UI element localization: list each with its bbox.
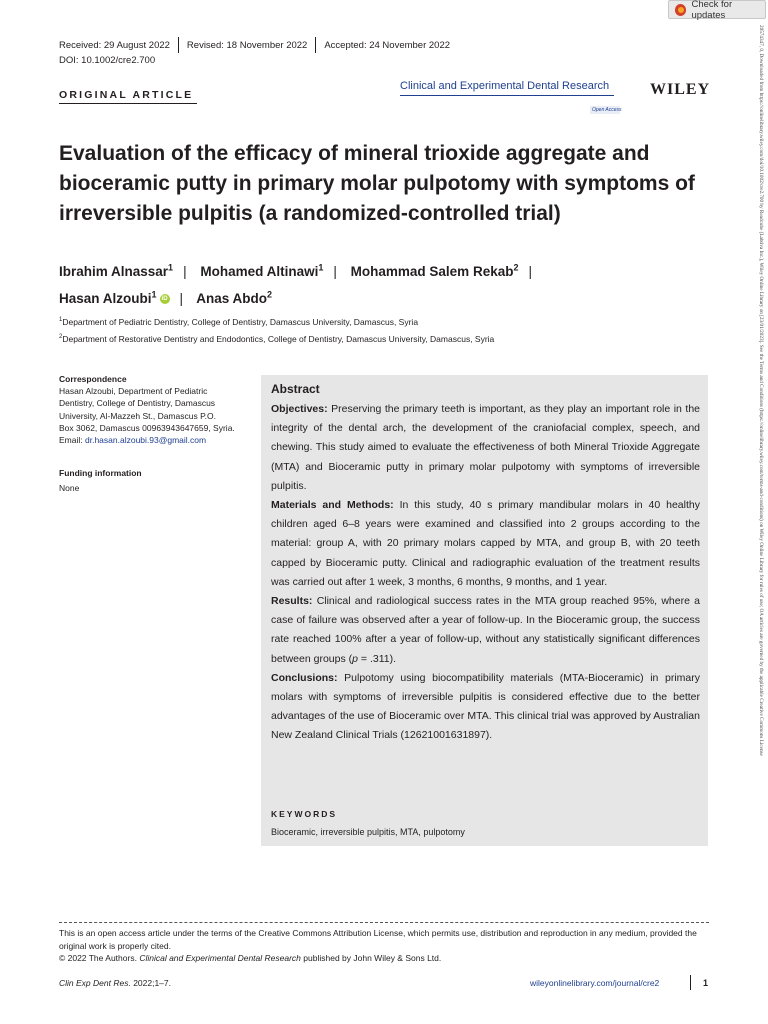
correspondence-line: University, Al-Mazzeh St., Damascus P.O. <box>59 410 216 421</box>
abstract-results: Results: Clinical and radiological success rates in the MTA group reached 95%, where a case of failure was observed after a year of follow-up. In the Bioceramic group, the success rate reached 100% after a year of follow-up, without any statistically significant differences between groups (p = .311). <box>271 595 701 665</box>
keywords-heading: KEYWORDS <box>271 809 338 819</box>
abstract-methods: Materials and Methods: In this study, 40 s primary mandibular molars in 40 healthy children aged 6–8 years were examined and classified into 2 groups according to the material: group A, with 20 primary molars capped by MTA, and group B, with 20 teeth capped by Bioceramic putty. Clinical and radiographic evaluation of the treatment results was carried out after 1 week, 3 months, 6 months, 9 months, and 1 year. <box>271 499 700 588</box>
funding-text: None <box>59 483 80 494</box>
revised-date: Revised: 18 November 2022 <box>186 39 308 51</box>
accepted-date: Accepted: 24 November 2022 <box>324 39 451 51</box>
orcid-icon[interactable]: iD <box>161 295 168 302</box>
date-divider <box>315 37 316 53</box>
author-name: Hasan Alzoubi$^1$ <box>59 289 157 306</box>
author-name: Anas Abdo$^2$ <box>196 289 273 306</box>
keywords: Bioceramic, irreversible pulpitis, MTA, pulpotomy <box>271 827 465 837</box>
affiliation: $^1$Department of Pediatric Dentistry, College of Dentistry, Damascus University, Damascus, Syria <box>59 317 419 327</box>
author-name: Ibrahim Alnassar$^1$ <box>59 262 174 279</box>
doi[interactable]: DOI: 10.1002/cre2.700 <box>59 55 156 66</box>
license-block <box>59 927 709 965</box>
received-date: Received: 29 August 2022 <box>59 39 170 51</box>
correspondence-email-row: Email: dr.hasan.alzoubi.93@gmail.com <box>59 435 207 446</box>
article-title: Evaluation of the efficacy of mineral trioxide aggregate and bioceramic putty in primary molar pulpotomy with symptoms of irreversible pulpitis (a randomized-controlled trial) <box>59 142 695 225</box>
article-type: ORIGINAL ARTICLE <box>59 89 194 101</box>
check-for-updates-label: Check for updates <box>691 0 733 21</box>
funding-block <box>59 467 254 494</box>
footer-divider <box>690 975 691 990</box>
affiliation: $^2$Department of Restorative Dentistry and Endodontics, College of Dentistry, Damascus University, Damascus, Syria <box>59 334 495 344</box>
author-list: Ibrahim Alnassar$^1$ | Mohamed Altinawi$^1$ | Mohammad Salem Rekab$^2$ | Hasan Alzoubi$^1$ iD | Anas Abdo$^2$ <box>59 262 532 306</box>
author-name: Mohamed Altinawi$^1$ <box>200 262 324 279</box>
crossmark-icon <box>675 4 686 16</box>
download-margin-note: 20574347, 0, Downloaded from https://onlinelibrary.wiley.com/doi/10.1002/cre2.700 by Readcube (Labtiva Inc.), Wiley Online Library on [23/01/2023]. See the Terms and Conditions (https://onlinelibrary.wiley.com/terms-and-conditions) on Wiley Online Library for rules of use; OA articles are governed by the applicable Creative Commons License <box>758 25 764 756</box>
copyright-line: © 2022 The Authors. Clinical and Experimental Dental Research published by John Wiley & Sons Ltd. <box>59 953 442 963</box>
author-name: Mohammad Salem Rekab$^2$ <box>350 262 519 279</box>
correspondence-line: Box 3062, Damascus 00963943647659, Syria. <box>59 422 235 433</box>
abstract-conclusions: Conclusions: Pulpotomy using biocompatibility materials (MTA-Bioceramic) in primary molars with symptoms of irreversible pulpitis is considered effective due to the better advantages of the use of Bioceramic over MTA. This clinical trial was approved by Australian New Zealand Clinical Trials (12621001631897). <box>271 671 700 742</box>
check-for-updates-button[interactable] <box>668 0 766 19</box>
license-divider <box>59 922 709 923</box>
correspondence-line: Dentistry, College of Dentistry, Damascus <box>59 398 216 409</box>
journal-url-link[interactable]: wileyonlinelibrary.com/journal/cre2 <box>530 978 660 988</box>
correspondence-heading: Correspondence <box>59 374 127 384</box>
license-text: This is an open access article under the terms of the Creative Commons Attribution License, which permits use, distribution and reproduction in any medium, provided the original work is properly cited. <box>59 928 697 951</box>
abstract-objectives: Objectives: Preserving the primary teeth is important, as they play an important role in the integrity of the dental arch, the development of the craniofacial complex, speech, and chewing. This study aimed to evaluate the effectiveness of both Mineral Trioxide Aggregate (MTA) and Bioceramic putty in primary molar pulpotomy with symptoms of irreversible pulpitis. <box>271 403 700 492</box>
citation: Clin Exp Dent Res. 2022;1–7. <box>59 978 172 988</box>
open-access-label: Open Access <box>592 107 622 113</box>
publisher-logo: WILEY <box>650 81 711 98</box>
article-dates <box>59 37 450 53</box>
abstract-body <box>271 400 700 746</box>
journal-underline <box>400 95 614 96</box>
page-number: 1 <box>703 978 709 988</box>
correspondence-line: Hasan Alzoubi, Department of Pediatric <box>59 386 208 397</box>
funding-heading: Funding information <box>59 468 142 478</box>
email-link[interactable]: dr.hasan.alzoubi.93@gmail.com <box>85 435 207 446</box>
journal-name: Clinical and Experimental Dental Research <box>400 80 610 92</box>
date-divider <box>178 37 179 53</box>
article-type-underline <box>59 103 197 104</box>
abstract-heading: Abstract <box>271 382 320 396</box>
correspondence-block <box>59 373 254 446</box>
